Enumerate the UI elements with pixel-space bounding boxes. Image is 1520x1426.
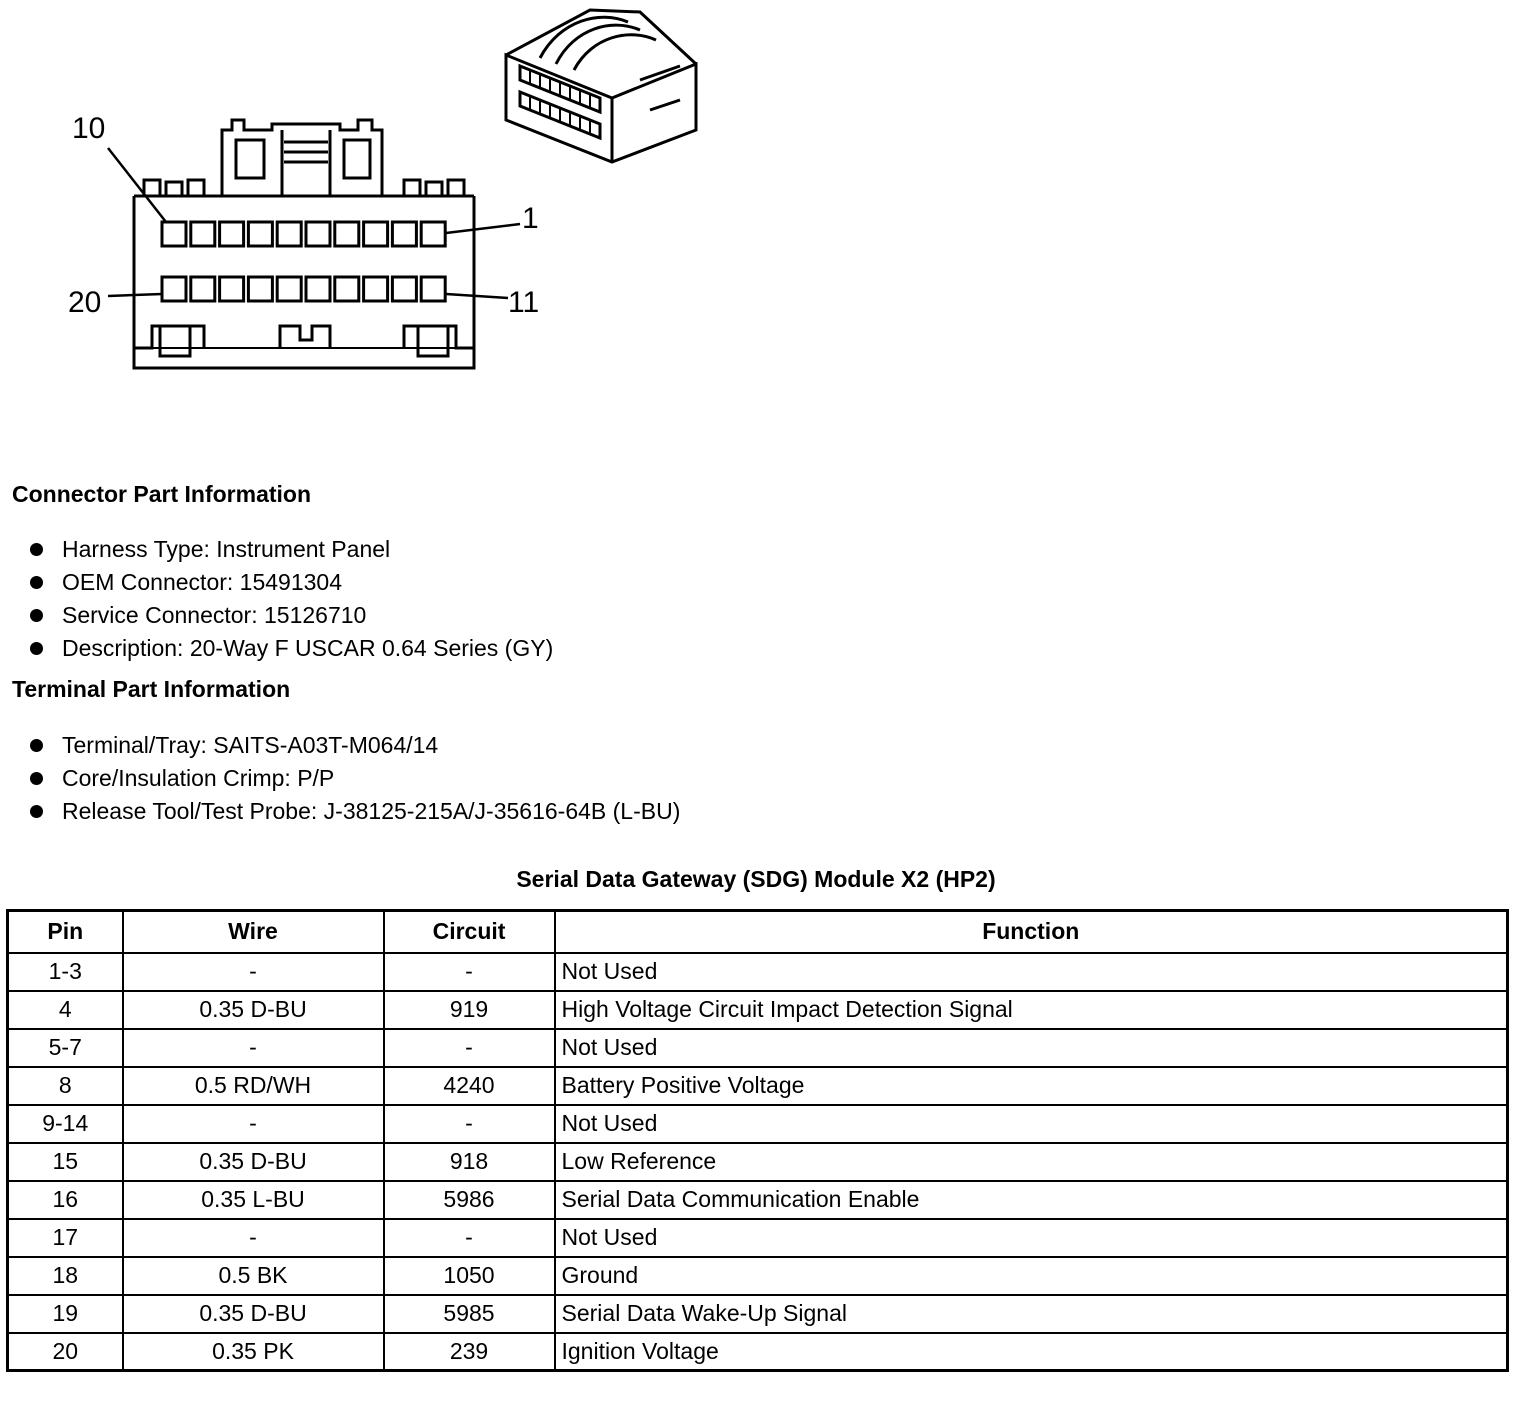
list-item: OEM Connector: 15491304 <box>30 566 553 599</box>
table-row <box>8 1295 1508 1333</box>
connector-info-heading: Connector Part Information <box>12 481 312 507</box>
cell-wire: - <box>123 1105 384 1143</box>
cell-pin: 19 <box>8 1295 123 1333</box>
pin-cavity <box>191 222 215 246</box>
cell-circuit: - <box>384 1105 555 1143</box>
cell-function: Not Used <box>555 1105 1508 1143</box>
table-row <box>8 953 1508 991</box>
cell-circuit: 5985 <box>384 1295 555 1333</box>
table-row <box>8 991 1508 1029</box>
cell-function: Not Used <box>555 953 1508 991</box>
connector-diagram <box>0 0 720 390</box>
cell-circuit: - <box>384 953 555 991</box>
cell-wire: 0.35 L-BU <box>123 1181 384 1219</box>
cell-function: Battery Positive Voltage <box>555 1067 1508 1105</box>
pin-label-10: 10 <box>72 112 106 145</box>
bullet-icon <box>30 543 43 556</box>
pin-cavity <box>392 222 416 246</box>
pin-cavity <box>306 277 330 301</box>
header-function: Function <box>555 911 1508 953</box>
bullet-icon <box>30 609 43 622</box>
cell-circuit: - <box>384 1029 555 1067</box>
cell-pin: 20 <box>8 1333 123 1371</box>
pin-cavity <box>277 277 301 301</box>
bullet-icon <box>30 772 43 785</box>
list-item: Terminal/Tray: SAITS-A03T-M064/14 <box>30 729 680 762</box>
table-row <box>8 1333 1508 1371</box>
cell-pin: 18 <box>8 1257 123 1295</box>
cell-circuit: - <box>384 1219 555 1257</box>
table-header-row <box>8 911 1508 953</box>
cell-function: Serial Data Wake-Up Signal <box>555 1295 1508 1333</box>
header-pin: Pin <box>8 911 123 953</box>
cell-function: Serial Data Communication Enable <box>555 1181 1508 1219</box>
list-item: Harness Type: Instrument Panel <box>30 533 553 566</box>
pin-cavity <box>162 277 186 301</box>
cell-pin: 4 <box>8 991 123 1029</box>
terminal-info-list <box>30 729 680 828</box>
cell-pin: 15 <box>8 1143 123 1181</box>
header-wire: Wire <box>123 911 384 953</box>
cell-circuit: 5986 <box>384 1181 555 1219</box>
cell-circuit: 1050 <box>384 1257 555 1295</box>
connector-info-list <box>30 533 553 665</box>
cell-circuit: 918 <box>384 1143 555 1181</box>
cell-pin: 9-14 <box>8 1105 123 1143</box>
bullet-icon <box>30 739 43 752</box>
pin-cavity <box>335 277 359 301</box>
pin-cavity <box>421 222 445 246</box>
table-row <box>8 1067 1508 1105</box>
pin-cavity <box>306 222 330 246</box>
list-item: Release Tool/Test Probe: J-38125-215A/J-35616-64B (L-BU) <box>30 795 680 828</box>
cell-wire: - <box>123 1029 384 1067</box>
cell-wire: - <box>123 1219 384 1257</box>
table-row <box>8 1219 1508 1257</box>
cell-wire: - <box>123 953 384 991</box>
cell-function: Not Used <box>555 1029 1508 1067</box>
table-row <box>8 1029 1508 1067</box>
pin-cavity <box>335 222 359 246</box>
pin-cavity <box>421 277 445 301</box>
cell-wire: 0.5 RD/WH <box>123 1067 384 1105</box>
table-row <box>8 1181 1508 1219</box>
table-title: Serial Data Gateway (SDG) Module X2 (HP2) <box>516 866 996 892</box>
pin-label-11: 11 <box>508 286 540 319</box>
cell-pin: 17 <box>8 1219 123 1257</box>
header-circuit: Circuit <box>384 911 555 953</box>
pin-cavity <box>392 277 416 301</box>
table-row <box>8 1143 1508 1181</box>
pin-cavity <box>191 277 215 301</box>
pin-cavity <box>220 277 244 301</box>
cell-pin: 16 <box>8 1181 123 1219</box>
pin-cavity <box>220 222 244 246</box>
pin-label-1: 1 <box>522 202 539 235</box>
cell-wire: 0.35 D-BU <box>123 991 384 1029</box>
pin-cavity <box>364 277 388 301</box>
cell-pin: 1-3 <box>8 953 123 991</box>
table-row <box>8 1105 1508 1143</box>
cell-wire: 0.5 BK <box>123 1257 384 1295</box>
pin-cavity <box>248 277 272 301</box>
cell-circuit: 4240 <box>384 1067 555 1105</box>
list-item: Core/Insulation Crimp: P/P <box>30 762 680 795</box>
cell-pin: 5-7 <box>8 1029 123 1067</box>
cell-wire: 0.35 D-BU <box>123 1295 384 1333</box>
pin-label-20: 20 <box>68 286 102 319</box>
terminal-info-heading: Terminal Part Information <box>12 676 291 702</box>
cell-function: Low Reference <box>555 1143 1508 1181</box>
bullet-icon <box>30 805 43 818</box>
cell-circuit: 239 <box>384 1333 555 1371</box>
cell-wire: 0.35 PK <box>123 1333 384 1371</box>
pinout-table <box>6 909 1509 1372</box>
pin-cavity <box>248 222 272 246</box>
list-item: Description: 20-Way F USCAR 0.64 Series (GY) <box>30 632 553 665</box>
list-item: Service Connector: 15126710 <box>30 599 553 632</box>
pin-cavity <box>162 222 186 246</box>
cell-circuit: 919 <box>384 991 555 1029</box>
bullet-icon <box>30 576 43 589</box>
cell-pin: 8 <box>8 1067 123 1105</box>
cell-wire: 0.35 D-BU <box>123 1143 384 1181</box>
cell-function: High Voltage Circuit Impact Detection Signal <box>555 991 1508 1029</box>
pin-cavity <box>364 222 388 246</box>
cell-function: Not Used <box>555 1219 1508 1257</box>
table-row <box>8 1257 1508 1295</box>
pin-cavity <box>277 222 301 246</box>
cell-function: Ground <box>555 1257 1508 1295</box>
cell-function: Ignition Voltage <box>555 1333 1508 1371</box>
bullet-icon <box>30 642 43 655</box>
